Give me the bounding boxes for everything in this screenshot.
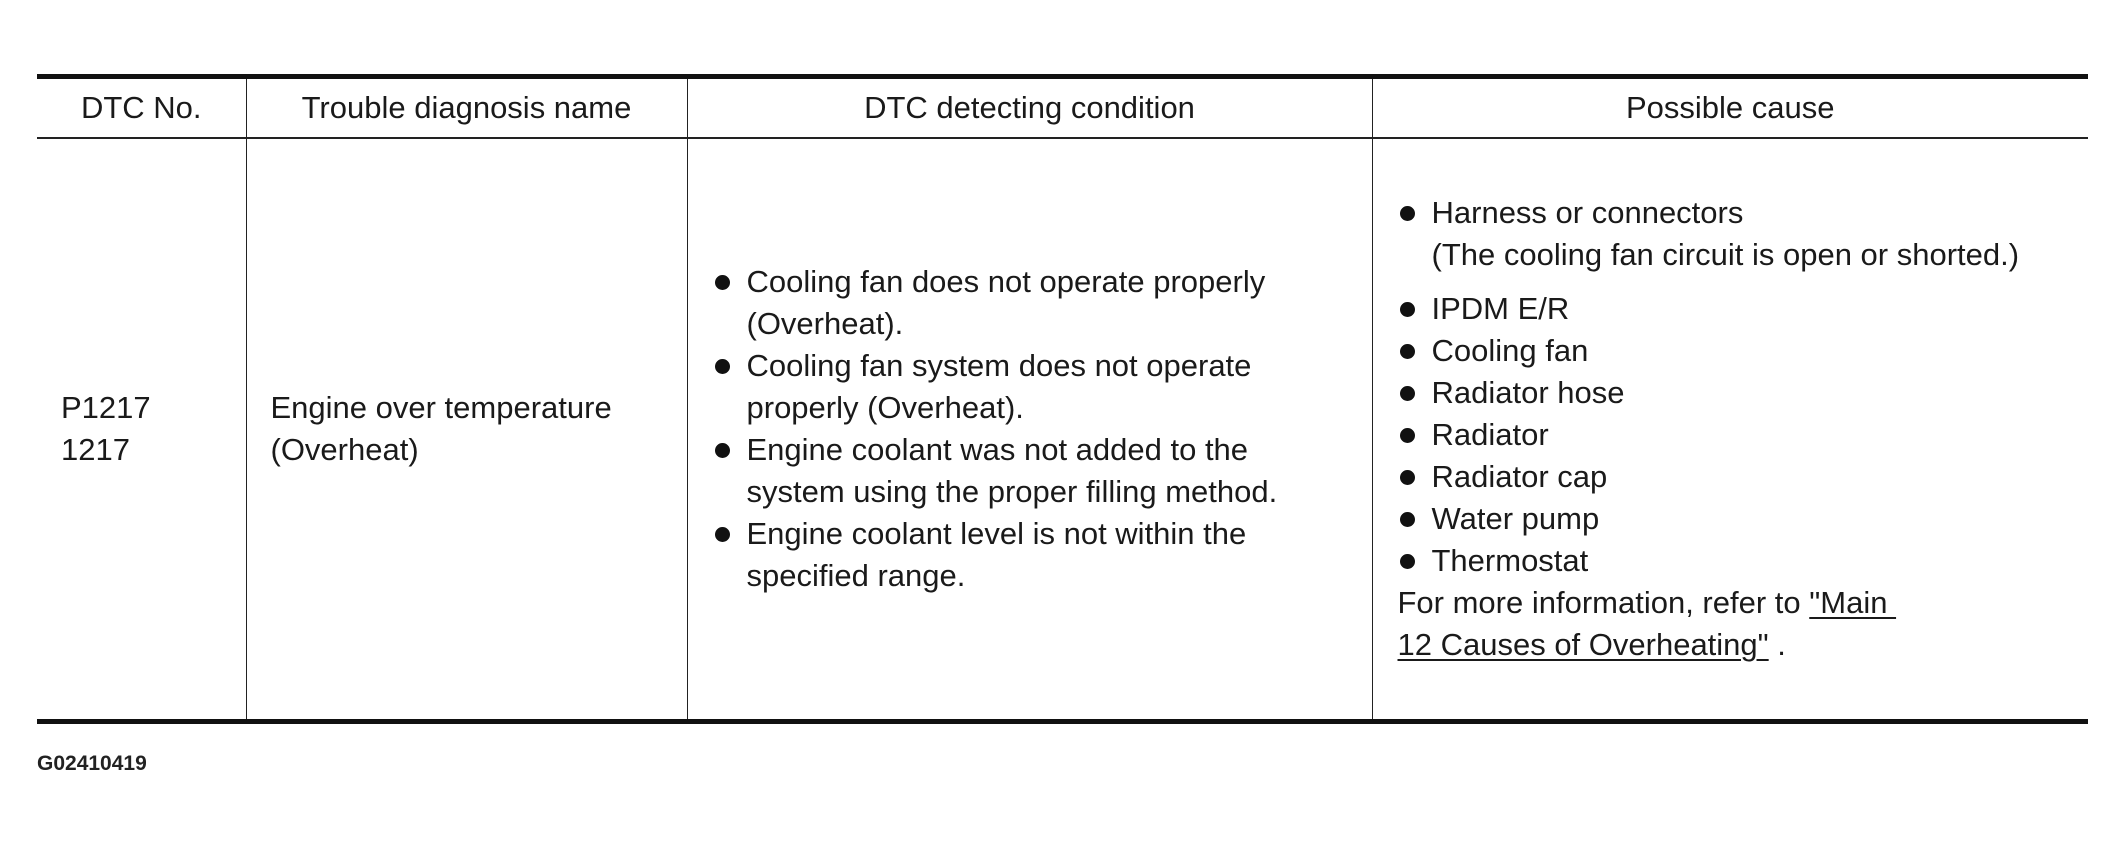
- condition-text: properly (Overheat).: [746, 389, 1024, 425]
- bullet-icon: [1400, 344, 1415, 359]
- header-trouble-diagnosis-name: Trouble diagnosis name: [246, 77, 687, 138]
- more-info-suffix: .: [1768, 626, 1786, 662]
- header-detecting-condition: DTC detecting condition: [687, 77, 1372, 138]
- overheating-causes-link[interactable]: 12 Causes of Overheating": [1397, 626, 1769, 662]
- dtc-table: [37, 74, 2088, 724]
- cause-item: [1398, 540, 2083, 582]
- possible-cause-cell: [1372, 138, 2088, 722]
- figure-id: G02410419: [37, 752, 147, 775]
- condition-item: [713, 429, 1362, 513]
- bullet-icon: [1400, 386, 1415, 401]
- cause-item: [1398, 330, 2083, 372]
- bullet-icon: [715, 443, 730, 458]
- dtc-code: P1217: [61, 389, 151, 425]
- header-dtc-no: DTC No.: [37, 77, 246, 138]
- cause-item: [1398, 372, 2083, 414]
- cause-item: [1398, 192, 2083, 276]
- more-info-line: [1398, 624, 2083, 666]
- cause-item: [1398, 498, 2083, 540]
- diagnosis-name-line: Engine over temperature: [270, 389, 612, 425]
- condition-item: [713, 261, 1362, 345]
- bullet-icon: [1400, 512, 1415, 527]
- table-row: [37, 138, 2088, 722]
- condition-text: Cooling fan system does not operate: [746, 347, 1252, 383]
- condition-text: Engine coolant level is not within the: [746, 515, 1247, 551]
- condition-text: Engine coolant was not added to the: [746, 431, 1249, 467]
- header-possible-cause: Possible cause: [1372, 77, 2088, 138]
- diagnosis-name-line: (Overheat): [270, 431, 419, 467]
- bullet-icon: [1400, 206, 1415, 221]
- cause-list: [1398, 192, 2083, 582]
- condition-text: system using the proper filling method.: [746, 473, 1278, 509]
- detecting-condition-cell: [687, 138, 1372, 722]
- dtc-number-cell: [37, 138, 246, 722]
- cause-item: [1398, 414, 2083, 456]
- condition-text: specified range.: [746, 557, 966, 593]
- condition-item: [713, 345, 1362, 429]
- more-info-prefix: For more information, refer to: [1397, 584, 1810, 620]
- cause-text: Cooling fan: [1431, 332, 1589, 368]
- diagnosis-name-cell: [246, 138, 687, 722]
- cause-item: [1398, 288, 2083, 330]
- bullet-icon: [1400, 302, 1415, 317]
- condition-list: [713, 261, 1362, 597]
- cause-text: (The cooling fan circuit is open or shorted.): [1431, 236, 2020, 272]
- cause-text: Thermostat: [1431, 542, 1589, 578]
- cause-text: Water pump: [1431, 500, 1600, 536]
- bullet-icon: [1400, 428, 1415, 443]
- cause-text: Radiator: [1431, 416, 1549, 452]
- more-info-note: [1398, 582, 2083, 666]
- cause-text: Harness or connectors: [1431, 194, 1744, 230]
- header-row: [37, 77, 2088, 138]
- bullet-icon: [715, 275, 730, 290]
- cause-item: [1398, 456, 2083, 498]
- condition-item: [713, 513, 1362, 597]
- cause-text: Radiator cap: [1431, 458, 1608, 494]
- dtc-code-alt: 1217: [61, 431, 130, 467]
- bullet-icon: [1400, 470, 1415, 485]
- bullet-icon: [715, 527, 730, 542]
- overheating-causes-link[interactable]: "Main: [1809, 584, 1897, 620]
- bullet-icon: [1400, 554, 1415, 569]
- condition-text: (Overheat).: [746, 305, 904, 341]
- cause-text: IPDM E/R: [1431, 290, 1570, 326]
- condition-text: Cooling fan does not operate properly: [746, 263, 1266, 299]
- cause-text: Radiator hose: [1431, 374, 1625, 410]
- more-info-line: [1398, 582, 2083, 624]
- bullet-icon: [715, 359, 730, 374]
